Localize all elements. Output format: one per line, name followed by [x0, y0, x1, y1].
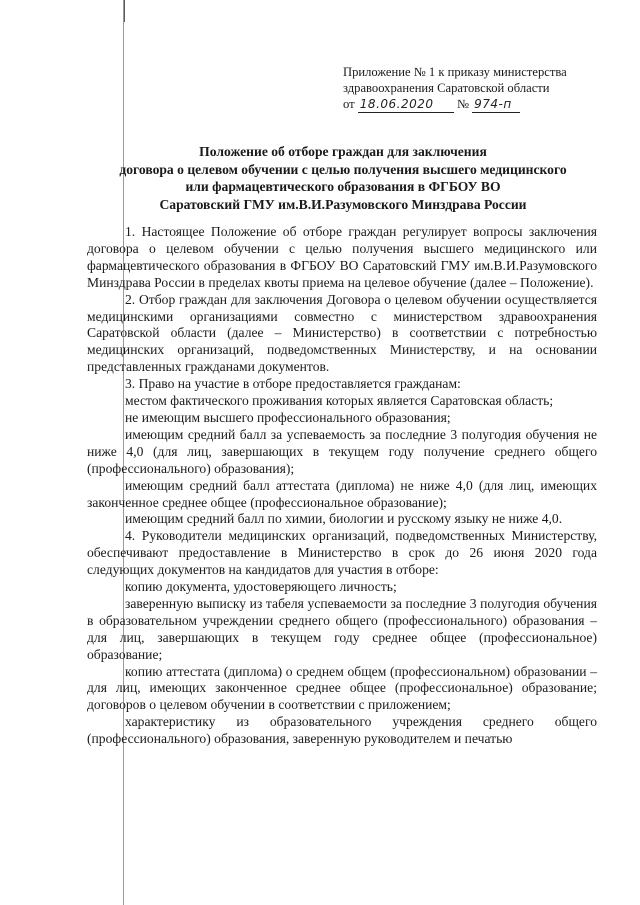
- document-item-grade-extract: заверенную выписку из табеля успеваемости за последние 3 полугодия обучения в образовательном учреждении среднего общего (профессионального) образования – для лиц, завершающих в текущем году среднее общее (профессиональное) образование;: [87, 595, 597, 662]
- title-line-4: Саратовский ГМУ им.В.И.Разумовского Минздрава России: [159, 196, 527, 212]
- document-item-id-copy: копию документа, удостоверяющего личность;: [125, 579, 397, 595]
- paragraph-4: 4. Руководители медицинских организаций, подведомственных Министерству, обеспечивают предоставление в Министерство в срок до 26 июня 2020 года следующих документов на кандидатов для участия в отборе:: [87, 528, 597, 578]
- handwritten-number: 974-п: [472, 96, 520, 113]
- title-line-3: или фармацевтического образования в ФГБОУ ВО: [185, 179, 501, 194]
- document-body: [87, 224, 597, 748]
- appendix-line-1: Приложение № 1 к приказу министерства: [343, 65, 567, 79]
- appendix-line-2: здравоохранения Саратовской области: [343, 81, 550, 95]
- paragraph-2: 2. Отбор граждан для заключения Договора о целевом обучении осуществляется медицинскими организациями совместно с министерством здравоохранения Саратовской области (далее – Министерство) в соответствии с потребностью медицинских организаций, подведомственных Министерству, и на основании представленных гражданами документов.: [87, 291, 597, 375]
- criteria-item-residence: местом фактического проживания которых является Саратовская область;: [125, 393, 554, 409]
- paragraph-1: 1. Настоящее Положение об отборе граждан регулирует вопросы заключения договора о целевом обучении с целью получения высшего медицинского или фармацевтического образования в ФГБОУ ВО Саратовский ГМУ им.В.И.Разумовского Минздрава России в пределах квоты приема на целевое обучение (далее – Положение).: [87, 224, 597, 290]
- document-item-reference: характеристику из образовательного учреждения среднего общего (профессионального) образования, заверенную руководителем и печатью: [87, 714, 597, 747]
- title-line-2: договора о целевом обучении с целью получения высшего медицинского: [119, 161, 567, 177]
- appendix-date-line: [343, 96, 623, 113]
- paragraph-3: 3. Право на участие в отборе предоставляется гражданам:: [125, 376, 461, 392]
- document-title: [88, 143, 598, 213]
- criteria-item-subject-average: имеющим средний балл по химии, биологии и русскому языку не ниже 4,0.: [125, 511, 563, 527]
- criteria-item-no-higher-ed: не имеющим высшего профессионального образования;: [125, 409, 451, 425]
- criteria-item-diploma-average: имеющим средний балл аттестата (диплома) не ниже 4,0 (для лиц, имеющих законченное среднее общее (профессиональное образование);: [87, 477, 597, 510]
- handwritten-date: 18.06.2020: [358, 96, 454, 113]
- criteria-item-semester-average: имеющим средний балл за успеваемость за последние 3 полугодия обучения не ниже 4,0 (для лиц, завершающих в текущем году получение среднего общего (профессионального) образования);: [87, 426, 597, 476]
- appendix-number-label: №: [456, 97, 469, 111]
- title-line-1: Положение об отборе граждан для заключения: [199, 144, 487, 159]
- document-item-diploma-copy: копию аттестата (диплома) о среднем общем (профессиональном) образовании – для лиц, имеющих законченное среднее общее (профессиональное) образование; договоров о целевом обучении в соответствии с приложением;: [87, 663, 597, 713]
- appendix-header: [343, 64, 623, 113]
- appendix-from-label: от: [343, 97, 355, 111]
